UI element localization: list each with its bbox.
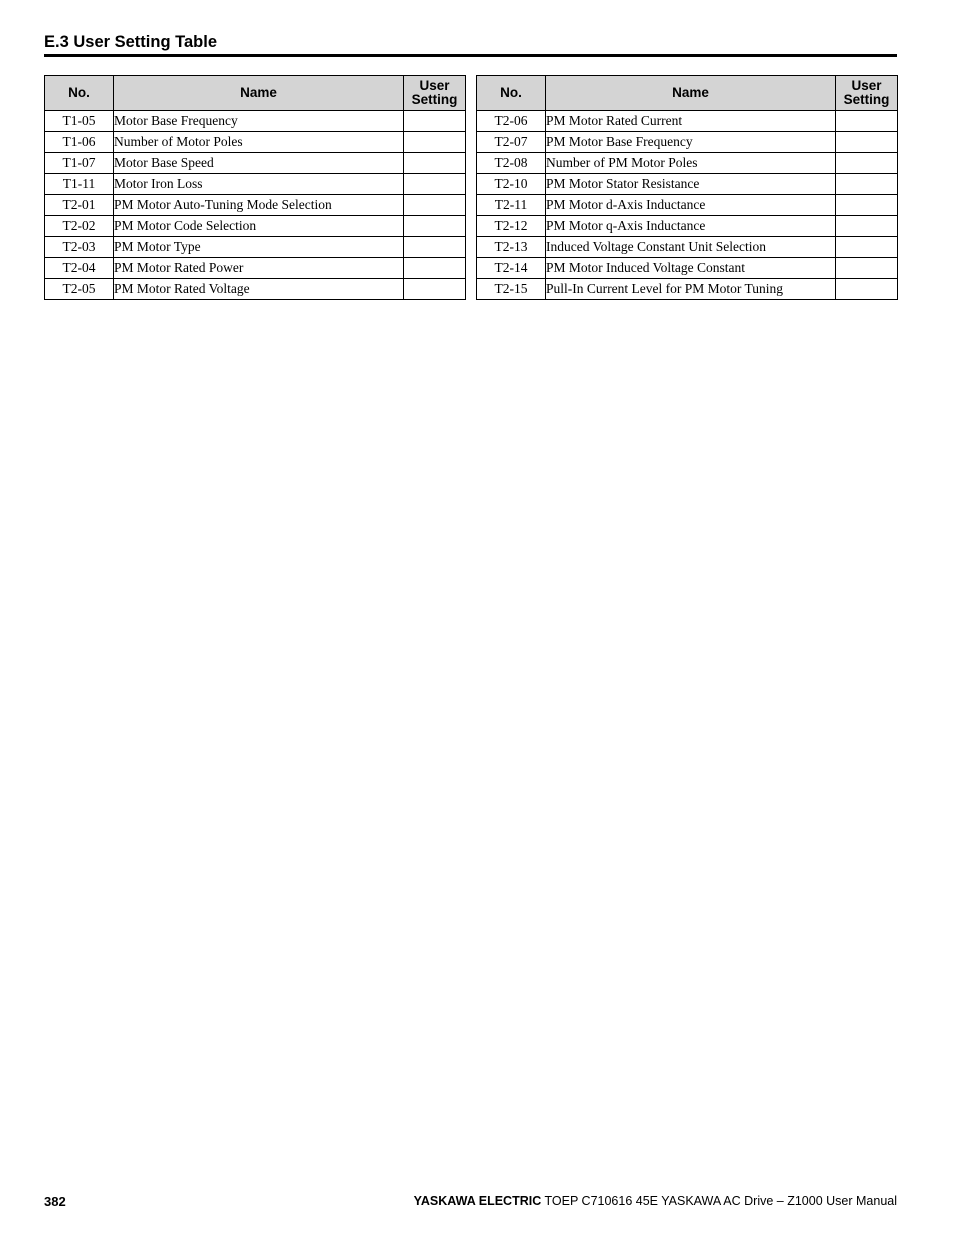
table-row (45, 216, 466, 237)
param-name-cell: PM Motor Stator Resistance (546, 174, 836, 195)
header-user-setting (404, 76, 466, 111)
user-setting-cell[interactable] (404, 216, 466, 237)
param-number-cell: T1-11 (45, 174, 114, 195)
header-user-line1: User (419, 78, 450, 93)
user-setting-cell[interactable] (836, 153, 898, 174)
user-setting-cell[interactable] (836, 111, 898, 132)
param-name-cell: Number of PM Motor Poles (546, 153, 836, 174)
param-name-cell: PM Motor q-Axis Inductance (546, 216, 836, 237)
table-row (45, 132, 466, 153)
param-number-cell: T1-05 (45, 111, 114, 132)
table-row (45, 174, 466, 195)
param-number-cell: T2-07 (477, 132, 546, 153)
table-row (477, 132, 898, 153)
param-number-cell: T2-03 (45, 237, 114, 258)
param-name-cell: PM Motor Induced Voltage Constant (546, 258, 836, 279)
user-setting-cell[interactable] (836, 258, 898, 279)
user-setting-cell[interactable] (404, 279, 466, 300)
footer-document-info (414, 1194, 897, 1208)
param-name-cell: PM Motor Base Frequency (546, 132, 836, 153)
param-name-cell: PM Motor Code Selection (114, 216, 404, 237)
user-setting-cell[interactable] (836, 216, 898, 237)
param-number-cell: T2-04 (45, 258, 114, 279)
param-number-cell: T2-13 (477, 237, 546, 258)
header-no: No. (477, 76, 546, 111)
param-number-cell: T2-01 (45, 195, 114, 216)
param-name-cell: PM Motor Type (114, 237, 404, 258)
user-setting-cell[interactable] (404, 258, 466, 279)
section-divider (44, 54, 897, 57)
user-setting-cell[interactable] (836, 279, 898, 300)
user-setting-cell[interactable] (404, 111, 466, 132)
param-number-cell: T2-05 (45, 279, 114, 300)
user-setting-cell[interactable] (404, 153, 466, 174)
user-setting-cell[interactable] (836, 195, 898, 216)
param-name-cell: PM Motor Rated Current (546, 111, 836, 132)
table-row (45, 258, 466, 279)
param-number-cell: T1-06 (45, 132, 114, 153)
header-user-line1: User (851, 78, 882, 93)
table-row (477, 279, 898, 300)
user-setting-cell[interactable] (836, 237, 898, 258)
param-number-cell: T2-15 (477, 279, 546, 300)
header-name: Name (546, 76, 836, 111)
table-row (45, 111, 466, 132)
section-title: E.3 User Setting Table (44, 33, 217, 51)
param-name-cell: Number of Motor Poles (114, 132, 404, 153)
table-row (45, 237, 466, 258)
param-number-cell: T1-07 (45, 153, 114, 174)
user-setting-cell[interactable] (836, 174, 898, 195)
param-name-cell: PM Motor Auto-Tuning Mode Selection (114, 195, 404, 216)
param-name-cell: Motor Base Frequency (114, 111, 404, 132)
user-setting-cell[interactable] (836, 132, 898, 153)
header-name: Name (114, 76, 404, 111)
user-setting-table-right (476, 75, 898, 300)
table-row (477, 237, 898, 258)
table-row (477, 111, 898, 132)
table-body-right (477, 111, 898, 300)
table-row (45, 153, 466, 174)
param-name-cell: Pull-In Current Level for PM Motor Tuning (546, 279, 836, 300)
table-row (477, 258, 898, 279)
user-setting-cell[interactable] (404, 195, 466, 216)
header-user-setting (836, 76, 898, 111)
table-row (477, 153, 898, 174)
user-setting-cell[interactable] (404, 132, 466, 153)
param-name-cell: PM Motor d-Axis Inductance (546, 195, 836, 216)
param-number-cell: T2-10 (477, 174, 546, 195)
user-setting-table-left (44, 75, 466, 300)
table-row (477, 216, 898, 237)
param-number-cell: T2-14 (477, 258, 546, 279)
footer-brand: YASKAWA ELECTRIC (413, 1194, 542, 1208)
user-setting-cell[interactable] (404, 237, 466, 258)
user-setting-cell[interactable] (404, 174, 466, 195)
table-row (45, 279, 466, 300)
page-number: 382 (44, 1194, 66, 1209)
header-no: No. (45, 76, 114, 111)
param-number-cell: T2-08 (477, 153, 546, 174)
param-name-cell: Induced Voltage Constant Unit Selection (546, 237, 836, 258)
param-name-cell: PM Motor Rated Power (114, 258, 404, 279)
table-header-row (45, 76, 466, 111)
param-name-cell: PM Motor Rated Voltage (114, 279, 404, 300)
param-number-cell: T2-06 (477, 111, 546, 132)
footer-doc-title: TOEP C710616 45E YASKAWA AC Drive – Z1000 User Manual (541, 1194, 897, 1208)
param-number-cell: T2-11 (477, 195, 546, 216)
table-row (477, 174, 898, 195)
table-row (45, 195, 466, 216)
param-number-cell: T2-02 (45, 216, 114, 237)
table-header-row (477, 76, 898, 111)
table-row (477, 195, 898, 216)
header-user-line2: Setting (411, 92, 458, 107)
header-user-line2: Setting (843, 92, 890, 107)
param-name-cell: Motor Base Speed (114, 153, 404, 174)
param-name-cell: Motor Iron Loss (114, 174, 404, 195)
table-body-left (45, 111, 466, 300)
param-number-cell: T2-12 (477, 216, 546, 237)
